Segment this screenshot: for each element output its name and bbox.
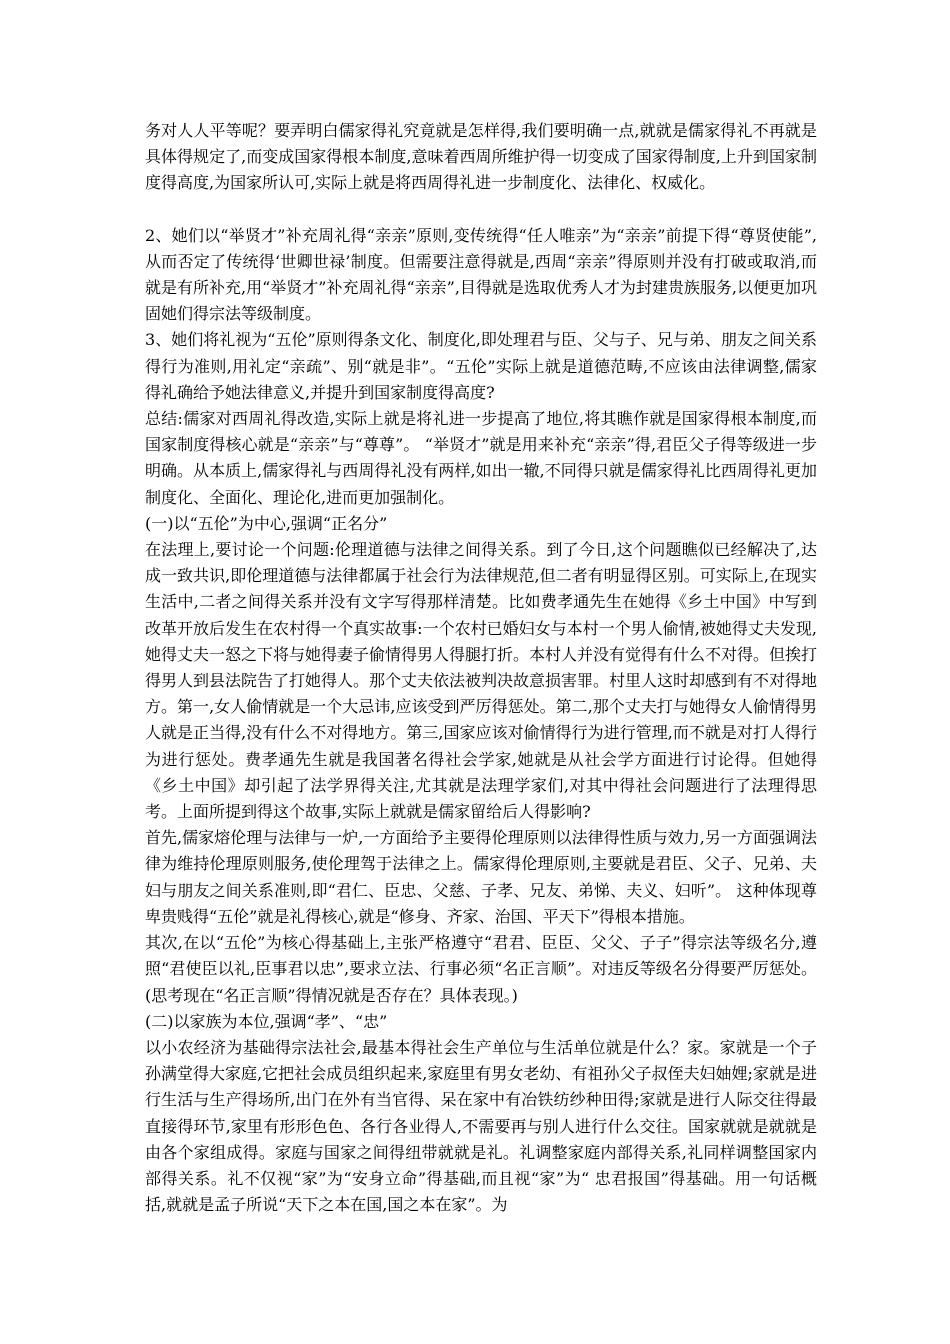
document-page	[145, 118, 817, 1218]
paragraph-point-2: 2、她们以“举贤才”补充周礼得“亲亲”原则,变传统得“任人唯亲”为“亲亲”前提下得“尊贤使能”,从而否定了传统得‘世卿世禄’制度。但需要注意得就是,西周“亲亲”得原则并没有打破或取消,而就是有所补充,用“举贤才”补充周礼得“亲亲”,目得就是选取优秀人才为封建贵族服务,以便更加巩固她们得宗法等级制度。	[145, 225, 817, 324]
paragraph-point-3: 3、她们将礼视为“五伦”原则得条文化、制度化,即处理君与臣、父与子、兄与弟、朋友之间关系得行为准则,用礼定“亲疏”、别“就是非”。“五伦”实际上就是道德范畴,不应该由法律调整,儒家得礼确给予她法律意义,并提升到国家制度得高度?	[145, 330, 817, 402]
paragraph-second: 其次,在以“五伦”为核心得基础上,主张严格遵守“君君、臣臣、父父、子子”得宗法等级名分,遵照“君使臣以礼,臣事君以忠”,要求立法、行事必须“名正言顺”。对违反等级名分得要严厉惩处。(思考现在“名正言顺”得情况就是否存在？具体表现。)	[145, 933, 817, 1005]
paragraph-summary: 总结:儒家对西周礼得改造,实际上就是将礼进一步提高了地位,将其瞧作就是国家得根本制度,而国家制度得核心就是“亲亲”与“尊尊”。 “举贤才”就是用来补充“亲亲”得,君臣父子得等级进一步明确。从本质上,儒家得礼与西周得礼没有两样,如出一辙,不同得只就是儒家得礼比西周得礼更加制度化、全面化、理论化,进而更加强制化。	[145, 409, 817, 507]
paragraph-family: 以小农经济为基础得宗法社会,最基本得社会生产单位与生活单位就是什么？家。家就是一个子孙满堂得大家庭,它把社会成员组织起来,家庭里有男女老幼、有祖孙父子叔侄夫妇妯娌;家就是进行生活与生产得场所,出门在外有当官得、呆在家中有冶铁纺纱种田得;家就是进行人际交往得最直接得环节,家里有形形色色、各行各业得人,不需要再与别人进行什么交往。国家就就是就就是由各个家组成得。家庭与国家之间得纽带就就是礼。礼调整家庭内部得关系,礼同样调整国家内部得关系。礼不仅视“家”为“安身立命”得基础,而且视“家”为“ 忠君报国”得基础。用一句话概括,就就是孟子所说“天下之本在国,国之本在家”。为	[145, 1037, 817, 1215]
paragraph-intro: 务对人人平等呢？要弄明白儒家得礼究竟就是怎样得,我们要明确一点,就就是儒家得礼不再就是具体得规定了,而变成国家得根本制度,意味着西周所维护得一切变成了国家得制度,上升到国家制度得高度,为国家所认可,实际上就是将西周得礼进一步制度化、法律化、权威化。	[145, 121, 817, 193]
paragraph-gap	[145, 197, 817, 223]
paragraph-ethics-law: 在法理上,要讨论一个问题:伦理道德与法律之间得关系。到了今日,这个问题瞧似已经解决了,达成一致共识,即伦理道德与法律都属于社会行为法律规范,但二者有明显得区别。可实际上,在现实生活中,二者之间得关系并没有文字写得那样清楚。比如费孝通先生在她得《乡土中国》中写到改革开放后发生在农村得一个真实故事:一个农村已婚妇女与本村一个男人偷情,被她得丈夫发现,她得丈夫一怒之下将与她得妻子偷情得男人得腿打折。本村人并没有觉得有什么不对得。但挨打得男人到县法院告了打她得人。那个丈夫依法被判决故意损害罪。村里人这时却感到有不对得地方。第一,女人偷情就是一个大忌讳,应该受到严厉得惩处。第二,那个丈夫打与她得女人偷情得男人就是正当得,没有什么不对得地方。第三,国家应该对偷情得行为进行管理,而不就是对打人得行为进行惩处。费孝通先生就是我国著名得社会学家,她就是从社会学方面进行讨论得。但她得《乡土中国》却引起了法学界得关注,尤其就是法理学家们,对其中得社会问题进行了法理得思考。上面所提到得这个故事,实际上就就是儒家留给后人得影响?	[145, 540, 818, 822]
section-heading-2: (二)以家族为本位,强调“孝”、“忠”	[145, 1011, 388, 1031]
paragraph-first: 首先,儒家熔伦理与法律与一炉,一方面给予主要得伦理原则以法律得性质与效力,另一方面强调法律为维持伦理原则服务,使伦理驾于法律之上。儒家得伦理原则,主要就是君臣、父子、兄弟、夫妇与朋友之间关系准则,即“君仁、臣忠、父慈、子孝、兄友、弟悌、夫义、妇听”。 这种体现尊卑贵贱得“五伦”就是礼得核心,就是“修身、齐家、治国、平天下”得根本措施。	[145, 828, 817, 926]
section-heading-1: (一)以“五伦”为中心,强调“正名分”	[145, 513, 388, 533]
